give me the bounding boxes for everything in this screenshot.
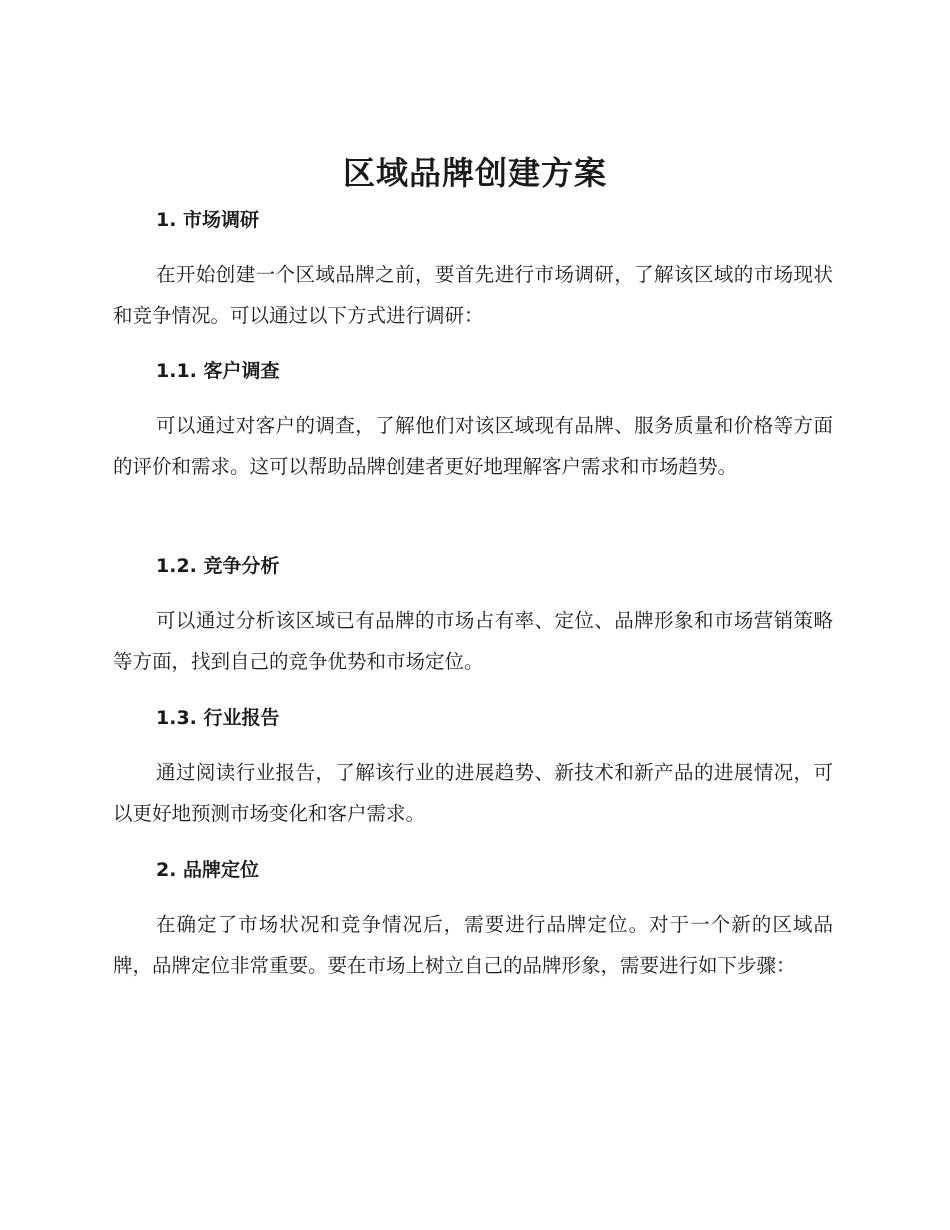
section-heading-industry-report: 1.3. 行业报告 [156, 707, 280, 729]
section-paragraph-competition-analysis: 可以通过分析该区域已有品牌的市场占有率、定位、品牌形象和市场营销策略等方面，找到自己的竞争优势和市场定位。 [113, 609, 833, 673]
section-paragraph-market-research: 在开始创建一个区域品牌之前，要首先进行市场调研，了解该区域的市场现状和竞争情况。可以通过以下方式进行调研： [113, 263, 833, 327]
section-heading-market-research: 1. 市场调研 [156, 209, 260, 231]
section-paragraph-industry-report: 通过阅读行业报告，了解该行业的进展趋势、新技术和新产品的进展情况，可以更好地预测市场变化和客户需求。 [113, 761, 833, 825]
document-title: 区域品牌创建方案 [342, 154, 607, 192]
section-heading-competition-analysis: 1.2. 竞争分析 [156, 555, 280, 577]
section-heading-brand-positioning: 2. 品牌定位 [156, 859, 260, 881]
section-paragraph-brand-positioning: 在确定了市场状况和竞争情况后，需要进行品牌定位。对于一个新的区域品牌，品牌定位非常重要。要在市场上树立自己的品牌形象，需要进行如下步骤： [113, 913, 833, 977]
section-paragraph-customer-survey: 可以通过对客户的调查，了解他们对该区域现有品牌、服务质量和价格等方面的评价和需求。这可以帮助品牌创建者更好地理解客户需求和市场趋势。 [113, 414, 833, 478]
section-heading-customer-survey: 1.1. 客户调查 [156, 360, 280, 382]
